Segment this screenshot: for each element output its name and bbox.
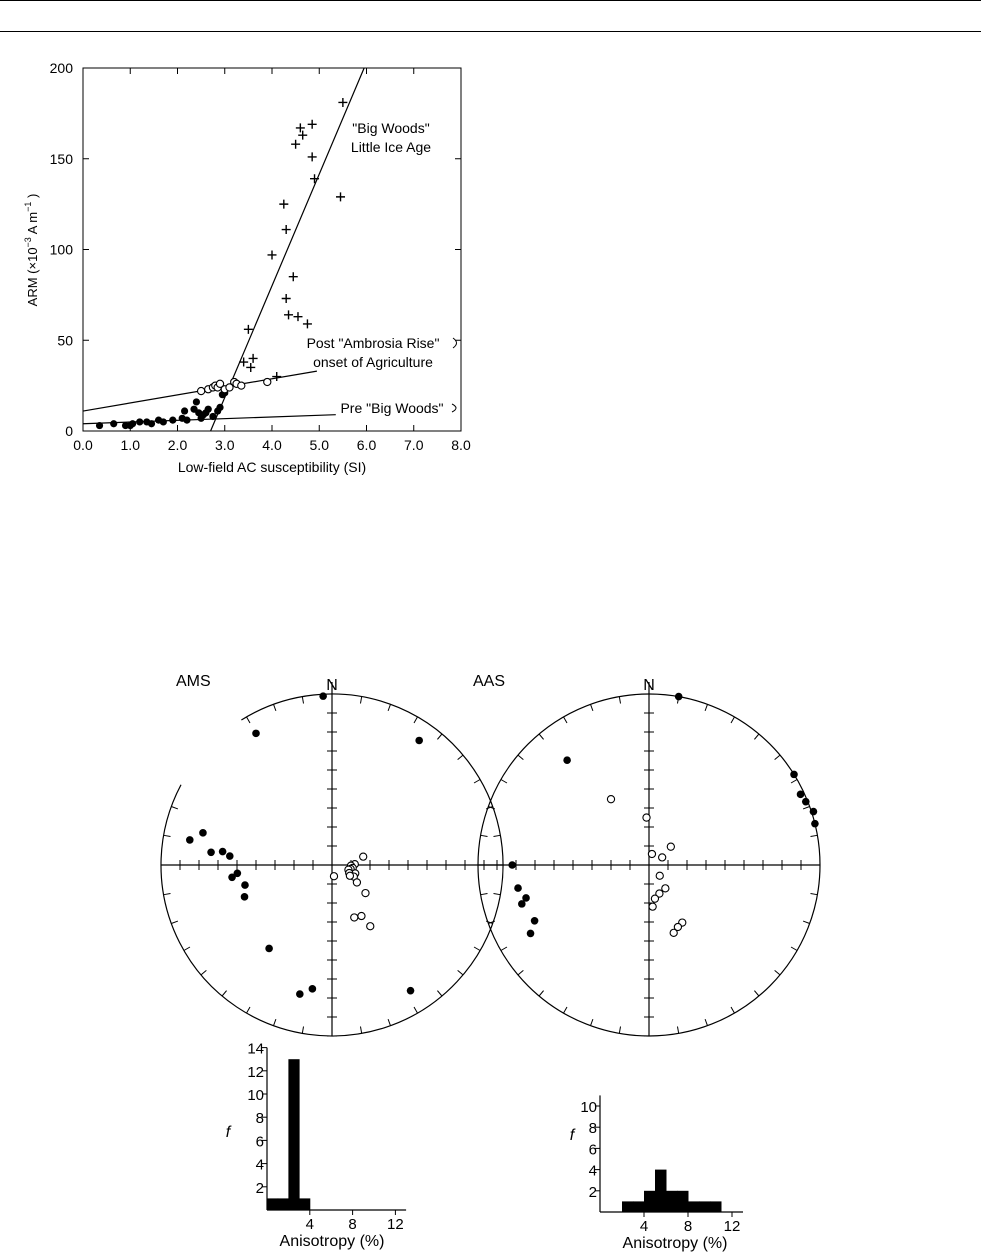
hist-bar bbox=[710, 1201, 722, 1212]
annotation-little-ice-age: Little Ice Age bbox=[350, 139, 432, 155]
aas-north-label: N bbox=[643, 677, 655, 694]
hist-y-tick-label: 6 bbox=[588, 1141, 597, 1159]
annotation-pre-big-woods: Pre "Big Woods" bbox=[340, 400, 444, 416]
hist-bar bbox=[278, 1198, 289, 1210]
y-tick-label: 100 bbox=[49, 241, 73, 258]
x-tick-label: 8.0 bbox=[451, 437, 471, 453]
hist-bar bbox=[633, 1201, 645, 1212]
hist-bar bbox=[688, 1201, 700, 1212]
x-tick-label: 3.0 bbox=[215, 437, 235, 453]
hist-x-tick-label: 4 bbox=[305, 1216, 314, 1233]
hist-bar bbox=[267, 1198, 278, 1210]
ams-title: AMS bbox=[176, 673, 211, 690]
hist-y-tick-label: 8 bbox=[255, 1110, 264, 1128]
annotation-big-woods: "Big Woods" bbox=[352, 120, 430, 136]
y-tick-label: 50 bbox=[57, 332, 73, 349]
hist-x-tick-label: 8 bbox=[683, 1218, 693, 1235]
hist-aas-xlabel: Anisotropy (%) bbox=[622, 1235, 728, 1252]
hist-bar bbox=[677, 1191, 689, 1212]
hist-bar bbox=[666, 1191, 678, 1212]
hist-y-tick-label: 8 bbox=[588, 1120, 597, 1138]
hist-x-tick-label: 8 bbox=[348, 1216, 357, 1233]
hist-x-tick-label: 12 bbox=[387, 1216, 404, 1233]
x-tick-label: 4.0 bbox=[262, 437, 282, 453]
hist-x-tick-label: 4 bbox=[639, 1218, 649, 1235]
annotation-agriculture: onset of Agriculture bbox=[313, 354, 433, 370]
x-tick-label: 2.0 bbox=[167, 437, 188, 453]
hist-aas-ylabel: f bbox=[569, 1127, 575, 1144]
x-tick-label: 7.0 bbox=[404, 437, 424, 453]
x-tick-label: 6.0 bbox=[356, 437, 377, 453]
hist-y-tick-label: 2 bbox=[255, 1179, 264, 1197]
hist-bar bbox=[288, 1059, 299, 1210]
hist-y-tick-label: 14 bbox=[247, 1040, 264, 1058]
hist-bar bbox=[299, 1198, 310, 1210]
y-tick-label: 0 bbox=[65, 423, 73, 439]
hist-y-tick-label: 4 bbox=[255, 1156, 264, 1174]
hist-y-tick-label: 2 bbox=[588, 1183, 597, 1201]
hist-y-tick-label: 4 bbox=[588, 1162, 597, 1180]
x-tick-label: 5.0 bbox=[309, 437, 329, 453]
hist-bar bbox=[644, 1191, 656, 1212]
hist-y-tick-label: 6 bbox=[255, 1133, 264, 1151]
hist-bar bbox=[699, 1201, 711, 1212]
hist-bar bbox=[655, 1170, 667, 1212]
ams-north-label: N bbox=[326, 677, 338, 694]
y-axis-label: ARM ($\times 10^{-3}$ A $m^{-1}$ ) bbox=[23, 193, 40, 307]
x-tick-label: 1.0 bbox=[120, 437, 140, 453]
x-tick-label: 0.0 bbox=[73, 437, 93, 453]
annotation-post-ambrosia: Post "Ambrosia Rise" bbox=[306, 335, 440, 351]
y-tick-label: 200 bbox=[49, 60, 73, 76]
hist-y-tick-label: 10 bbox=[580, 1099, 597, 1116]
x-axis-label: Low-field AC susceptibility (SI) bbox=[177, 459, 367, 475]
hist-ams-ylabel: f bbox=[225, 1124, 231, 1141]
y-tick-label: 150 bbox=[49, 150, 73, 167]
hist-y-tick-label: 12 bbox=[247, 1063, 264, 1081]
hist-x-tick-label: 12 bbox=[723, 1218, 741, 1235]
hist-ams-xlabel: Anisotropy (%) bbox=[279, 1233, 385, 1250]
hist-y-tick-label: 10 bbox=[247, 1087, 264, 1104]
hist-bar bbox=[622, 1201, 634, 1212]
aas-title: AAS bbox=[473, 673, 506, 690]
